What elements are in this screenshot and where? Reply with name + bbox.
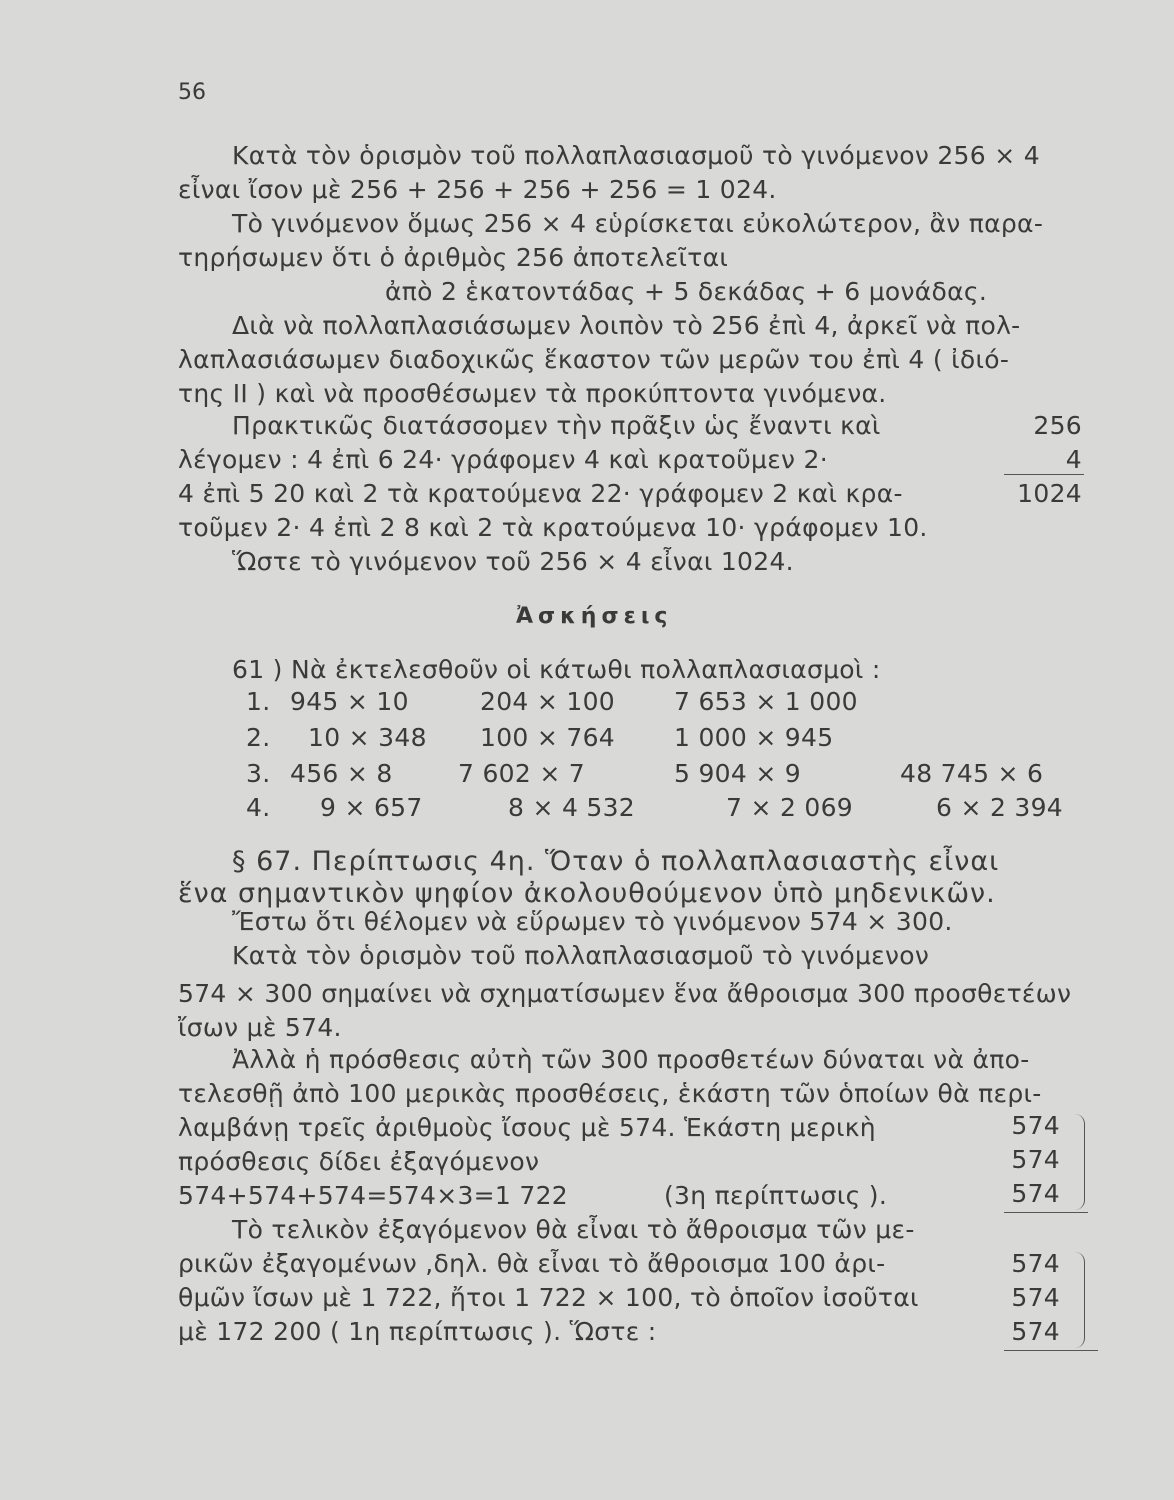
- text-line: τηρήσωμεν ὅτι ὁ ἀριθμὸς 256 ἀποτελεῖται: [178, 243, 729, 272]
- exercise-item: 6 × 2 394: [936, 793, 1064, 822]
- brace: [1074, 1252, 1085, 1348]
- column-value: 574: [1011, 1249, 1060, 1278]
- text-line: μὲ 172 200 ( 1η περίπτωσις ). Ὥστε :: [178, 1317, 657, 1346]
- exercise-item: 5 904 × 9: [674, 759, 802, 788]
- exercise-number: 3.: [246, 759, 271, 788]
- page-number: 56: [178, 80, 206, 105]
- exercise-item: 7 602 × 7: [458, 759, 586, 788]
- text-line: πρόσθεσις δίδει ἐξαγόμενον: [178, 1147, 540, 1176]
- text-line: Πρακτικῶς διατάσσομεν τὴν πρᾶξιν ὡς ἔναντι καὶ: [232, 411, 881, 440]
- exercise-item: 48 745 × 6: [900, 759, 1044, 788]
- text-line: 574 × 300 σημαίνει νὰ σχηματίσωμεν ἕνα ἄθροισμα 300 προσθετέων: [178, 979, 1072, 1008]
- column-rule: [1004, 1212, 1088, 1213]
- column-value: 574: [1011, 1317, 1060, 1346]
- text-line: Διὰ νὰ πολλαπλασιάσωμεν λοιπὸν τὸ 256 ἐπὶ 4, ἀρκεῖ νὰ πολ-: [232, 311, 1021, 340]
- text-line: Τὸ γινόμενον ὅμως 256 × 4 εὑρίσκεται εὐκολώτερον, ἂν παρα-: [232, 209, 1044, 238]
- exercise-number: 2.: [246, 723, 271, 752]
- text-line: ρικῶν ἐξαγομένων ,δηλ. θὰ εἶναι τὸ ἄθροισμα 100 ἀρι-: [178, 1249, 886, 1278]
- exercise-item: 204 × 100: [480, 687, 615, 716]
- exercise-item: 8 × 4 532: [508, 793, 636, 822]
- calc-multiplicand: 256: [1033, 411, 1082, 440]
- text-line: λαμβάνῃ τρεῖς ἀριθμοὺς ἴσους μὲ 574. Ἑκάστη μερικὴ: [178, 1113, 876, 1142]
- column-rule: [1004, 1350, 1098, 1351]
- column-value: 574: [1011, 1145, 1060, 1174]
- section-title: ἕνα σημαντικὸν ψηφίον ἀκολουθούμενον ὑπὸ μηδενικῶν.: [178, 878, 996, 909]
- column-value: 574: [1011, 1111, 1060, 1140]
- text-line: εἶναι ἴσον μὲ 256 + 256 + 256 + 256 = 1 024.: [178, 175, 777, 204]
- text-line: ἀπὸ 2 ἑκατοντάδας + 5 δεκάδας + 6 μονάδας.: [385, 277, 988, 306]
- exercise-item: 1 000 × 945: [674, 723, 834, 752]
- text-line: Ἔστω ὅτι θέλομεν νὰ εὕρωμεν τὸ γινόμενον 574 × 300.: [232, 907, 953, 936]
- exercise-number: 4.: [246, 793, 271, 822]
- column-value: 574: [1011, 1283, 1060, 1312]
- exercise-item: 9 × 657: [320, 793, 423, 822]
- exercise-item: 7 × 2 069: [726, 793, 854, 822]
- calc-multiplier: 4: [1065, 445, 1082, 474]
- text-line: τελεσθῇ ἀπὸ 100 μερικὰς προσθέσεις, ἑκάστη τῶν ὁποίων θὰ περι-: [178, 1079, 1042, 1108]
- exercise-number: 1.: [246, 687, 271, 716]
- section-title: § 67. Περίπτωσις 4η. Ὅταν ὁ πολλαπλασιαστὴς εἶναι: [232, 846, 1000, 877]
- exercise-item: 100 × 764: [480, 723, 615, 752]
- exercise-intro: 61 ) Νὰ ἐκτελεσθοῦν οἱ κάτωθι πολλαπλασιασμοὶ :: [232, 655, 881, 684]
- text-line: λαπλασιάσωμεν διαδοχικῶς ἕκαστον τῶν μερῶν του ἐπὶ 4 ( ἰδιό-: [178, 345, 1010, 374]
- text-line: Κατὰ τὸν ὁρισμὸν τοῦ πολλαπλασιασμοῦ τὸ γινόμενον 256 × 4: [232, 141, 1040, 170]
- text-line: Κατὰ τὸν ὁρισμὸν τοῦ πολλαπλασιασμοῦ τὸ γινόμενον: [232, 941, 930, 970]
- exercise-item: 456 × 8: [290, 759, 393, 788]
- calc-product: 1024: [1017, 479, 1082, 508]
- text-line: 4 ἐπὶ 5 20 καὶ 2 τὰ κρατούμενα 22· γράφομεν 2 καὶ κρα-: [178, 479, 903, 508]
- text-line: τοῦμεν 2· 4 ἐπὶ 2 8 καὶ 2 τὰ κρατούμενα 10· γράφομεν 10.: [178, 513, 928, 542]
- text-line: ἴσων μὲ 574.: [178, 1013, 342, 1042]
- text-line: της ΙΙ ) καὶ νὰ προσθέσωμεν τὰ προκύπτοντα γινόμενα.: [178, 379, 887, 408]
- exercise-item: 10 × 348: [308, 723, 427, 752]
- calc-rule: [1004, 474, 1084, 475]
- text-line: 574+574+574=574×3=1 722: [178, 1181, 568, 1210]
- exercise-item: 7 653 × 1 000: [674, 687, 858, 716]
- text-line: (3η περίπτωσις ).: [664, 1181, 888, 1210]
- brace: [1074, 1114, 1085, 1210]
- text-line: Ἀλλὰ ἡ πρόσθεσις αὐτὴ τῶν 300 προσθετέων δύναται νὰ ἀπο-: [232, 1045, 1030, 1074]
- text-line: Τὸ τελικὸν ἐξαγόμενον θὰ εἶναι τὸ ἄθροισμα τῶν με-: [232, 1215, 915, 1244]
- text-line: Ὥστε τὸ γινόμενον τοῦ 256 × 4 εἶναι 1024.: [232, 547, 794, 576]
- column-value: 574: [1011, 1179, 1060, 1208]
- exercise-item: 945 × 10: [290, 687, 409, 716]
- text-line: λέγομεν : 4 ἐπὶ 6 24· γράφομεν 4 καὶ κρατοῦμεν 2·: [178, 445, 828, 474]
- text-line: θμῶν ἴσων μὲ 1 722, ἤτοι 1 722 × 100, τὸ ὁποῖον ἰσοῦται: [178, 1283, 919, 1312]
- exercises-heading: Ἀσκήσεις: [516, 604, 673, 629]
